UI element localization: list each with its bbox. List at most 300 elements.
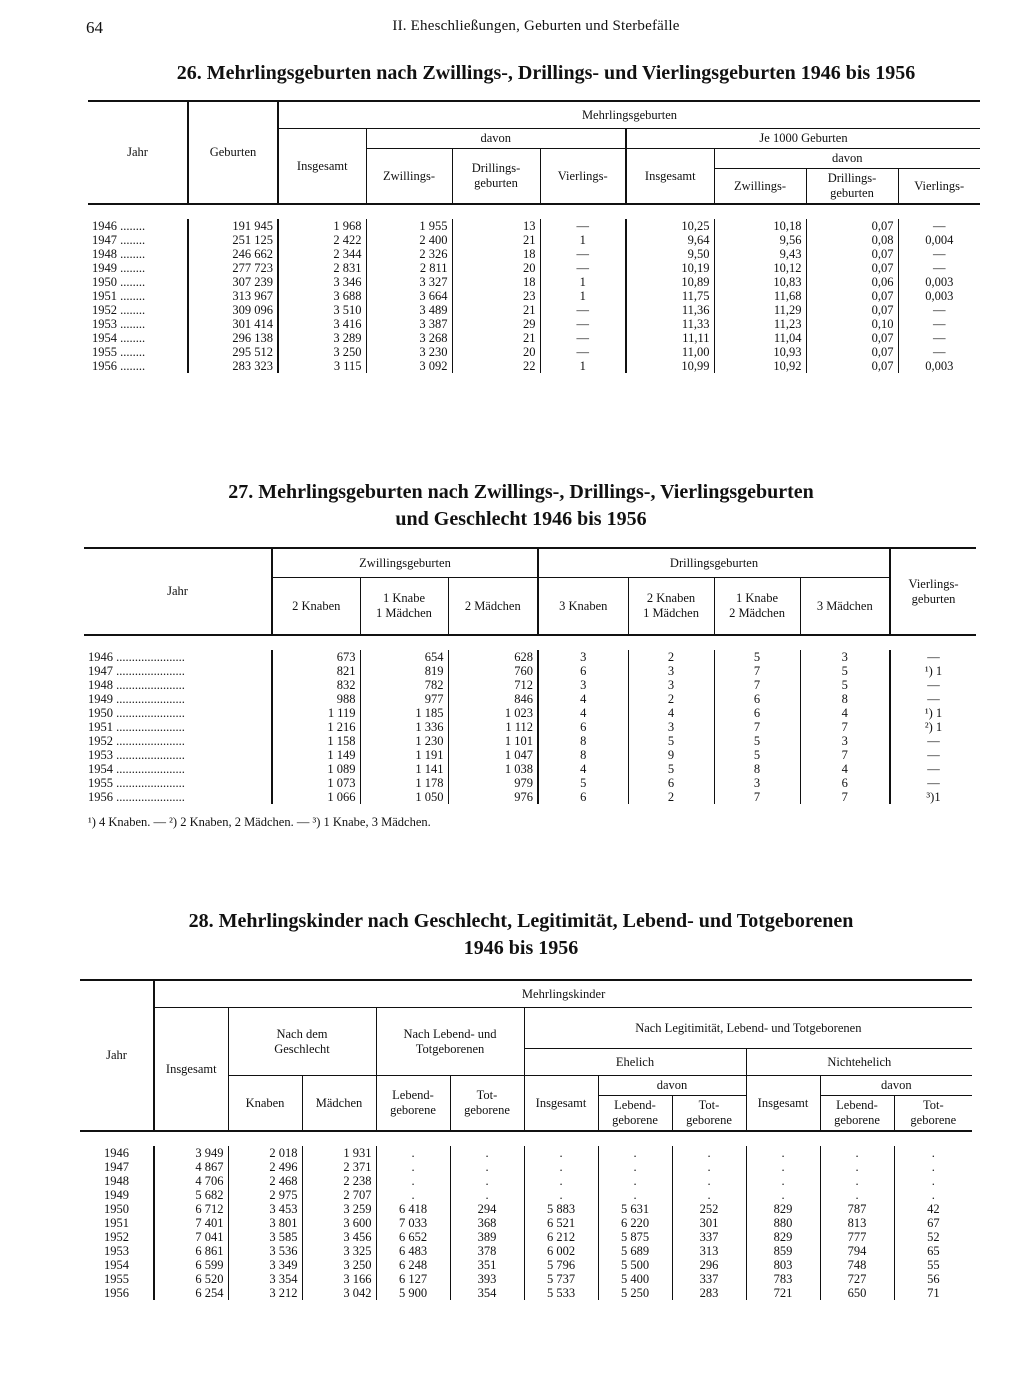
cell-d-3knaben: 6: [538, 664, 628, 678]
cell-zwillings: 3 489: [366, 303, 452, 317]
cell-totgeborene: 351: [450, 1258, 524, 1272]
cell-nichtehelich-insgesamt: .: [746, 1160, 820, 1174]
cell-d-2knaben-1maedchen: 2: [628, 692, 714, 706]
cell-jahr: 1948: [80, 1174, 154, 1188]
t27-h-3knaben: 3 Knaben: [538, 578, 628, 636]
cell-ehelich-insgesamt: 5 796: [524, 1258, 598, 1272]
cell-d-3knaben: 4: [538, 762, 628, 776]
cell-ehelich-tot: .: [672, 1146, 746, 1160]
t28-title-line1: 28. Mehrlingskinder nach Geschlecht, Legitimität, Lebend- und Totgeborenen: [188, 910, 854, 932]
cell-nichtehelich-lebend: .: [820, 1146, 894, 1160]
cell-je-drillings: 0,07: [806, 303, 898, 317]
cell-je-vierlings: —: [933, 331, 946, 345]
cell-je-vierlings: 0,003: [925, 275, 954, 289]
cell-geburten: 307 239: [188, 275, 278, 289]
t26-h-je-insgesamt: Insgesamt: [626, 149, 714, 205]
cell-geburten: 301 414: [188, 317, 278, 331]
cell-vierlings: —: [540, 303, 626, 317]
t26-h-vierlings: Vierlings-: [540, 149, 626, 205]
cell-insgesamt: 2 344: [278, 247, 366, 261]
cell-z-2knaben: 832: [272, 678, 360, 692]
cell-zwillings: 3 092: [366, 359, 452, 373]
t26-body: [88, 204, 980, 373]
cell-nichtehelich-tot: 52: [927, 1230, 940, 1244]
cell-drillings: 18: [452, 275, 540, 289]
t28-h-jahr: Jahr: [80, 980, 154, 1131]
cell-d-3knaben: 6: [538, 790, 628, 804]
cell-ehelich-lebend: .: [598, 1146, 672, 1160]
cell-knaben: 2 975: [228, 1188, 302, 1202]
cell-z-1knabe-1maedchen: 782: [360, 678, 448, 692]
cell-je-insgesamt: 11,36: [626, 303, 714, 317]
cell-ehelich-tot: 337: [672, 1272, 746, 1286]
cell-insgesamt: 3 250: [278, 345, 366, 359]
t28-h-insgesamt: Insgesamt: [154, 1008, 228, 1132]
cell-d-2knaben-1maedchen: 5: [628, 762, 714, 776]
cell-totgeborene: .: [450, 1188, 524, 1202]
cell-je-drillings: 0,07: [806, 219, 898, 233]
cell-lebendgeborene: 5 900: [376, 1286, 450, 1300]
cell-nichtehelich-lebend: 650: [820, 1286, 894, 1300]
table-row: [88, 359, 980, 373]
cell-ehelich-lebend: 5 250: [598, 1286, 672, 1300]
cell-je-insgesamt: 11,33: [626, 317, 714, 331]
cell-ehelich-tot: .: [672, 1160, 746, 1174]
cell-lebendgeborene: .: [376, 1160, 450, 1174]
cell-je-zwillings: 10,83: [714, 275, 806, 289]
cell-je-insgesamt: 10,25: [626, 219, 714, 233]
cell-insgesamt: 3 510: [278, 303, 366, 317]
t28-h-lebendgeborene: Lebend- geborene: [376, 1076, 450, 1132]
table-row: [88, 247, 980, 261]
cell-jahr: 1952: [80, 1230, 154, 1244]
table-row: [80, 1258, 972, 1272]
cell-vierlinge: —: [927, 762, 940, 776]
cell-je-vierlings: 0,003: [925, 289, 954, 303]
cell-d-3knaben: 3: [538, 650, 628, 664]
cell-vierlinge: ³)1: [926, 790, 941, 804]
table-row: [80, 1146, 972, 1160]
cell-maedchen: 3 259: [302, 1202, 376, 1216]
cell-vierlinge: —: [927, 734, 940, 748]
table-row: [84, 776, 976, 790]
cell-jahr: 1947: [80, 1160, 154, 1174]
cell-lebendgeborene: 6 652: [376, 1230, 450, 1244]
cell-lebendgeborene: 6 248: [376, 1258, 450, 1272]
cell-zwillings: 3 230: [366, 345, 452, 359]
cell-jahr: 1948 ......................: [84, 678, 272, 692]
cell-geburten: 251 125: [188, 233, 278, 247]
t28-h-ehelich: Ehelich: [524, 1049, 746, 1076]
t27-h-jahr: Jahr: [84, 548, 272, 635]
cell-totgeborene: 378: [450, 1244, 524, 1258]
cell-knaben: 3 801: [228, 1216, 302, 1230]
t27-h-1knabe-1maedchen: 1 Knabe 1 Mädchen: [360, 578, 448, 636]
cell-vierlings: —: [540, 261, 626, 275]
cell-d-3maedchen: 7: [800, 790, 890, 804]
cell-d-2knaben-1maedchen: 6: [628, 776, 714, 790]
cell-drillings: 29: [452, 317, 540, 331]
table-row: [88, 303, 980, 317]
cell-z-2maedchen: 979: [448, 776, 538, 790]
cell-z-2maedchen: 976: [448, 790, 538, 804]
t26-h-zwillings: Zwillings-: [366, 149, 452, 205]
table-row: [84, 748, 976, 762]
cell-vierlings: 1: [540, 359, 626, 373]
cell-je-zwillings: 11,23: [714, 317, 806, 331]
table-row: [84, 664, 976, 678]
cell-jahr: 1950 ........: [88, 275, 188, 289]
cell-vierlinge: —: [927, 650, 940, 664]
cell-ehelich-tot: 252: [672, 1202, 746, 1216]
cell-nichtehelich-insgesamt: 829: [746, 1230, 820, 1244]
cell-zwillings: 3 664: [366, 289, 452, 303]
cell-z-2knaben: 1 158: [272, 734, 360, 748]
cell-d-3maedchen: 6: [800, 776, 890, 790]
cell-nichtehelich-lebend: 787: [820, 1202, 894, 1216]
cell-nichtehelich-tot: .: [931, 1174, 935, 1188]
cell-ehelich-lebend: 5 689: [598, 1244, 672, 1258]
cell-je-drillings: 0,07: [806, 261, 898, 275]
cell-d-3maedchen: 5: [800, 678, 890, 692]
cell-je-zwillings: 11,04: [714, 331, 806, 345]
cell-nichtehelich-lebend: 727: [820, 1272, 894, 1286]
cell-zwillings: 1 955: [366, 219, 452, 233]
cell-drillings: 23: [452, 289, 540, 303]
table-row: [80, 1160, 972, 1174]
cell-insgesamt: 3 346: [278, 275, 366, 289]
cell-knaben: 3 453: [228, 1202, 302, 1216]
cell-je-insgesamt: 11,75: [626, 289, 714, 303]
cell-je-insgesamt: 11,11: [626, 331, 714, 345]
cell-d-3maedchen: 7: [800, 748, 890, 762]
cell-ehelich-lebend: 5 875: [598, 1230, 672, 1244]
cell-insgesamt: 6 861: [154, 1244, 228, 1258]
cell-d-3maedchen: 5: [800, 664, 890, 678]
table-row: [84, 720, 976, 734]
cell-je-drillings: 0,06: [806, 275, 898, 289]
cell-je-vierlings: —: [933, 303, 946, 317]
cell-jahr: 1953 ......................: [84, 748, 272, 762]
table-row: [80, 1188, 972, 1202]
cell-nichtehelich-insgesamt: 859: [746, 1244, 820, 1258]
cell-d-3knaben: 4: [538, 706, 628, 720]
cell-jahr: 1948 ........: [88, 247, 188, 261]
t27-h-2maedchen: 2 Mädchen: [448, 578, 538, 636]
cell-insgesamt: 2 831: [278, 261, 366, 275]
cell-maedchen: 2 707: [302, 1188, 376, 1202]
cell-z-2knaben: 1 119: [272, 706, 360, 720]
cell-d-3knaben: 6: [538, 720, 628, 734]
cell-vierlings: 1: [540, 289, 626, 303]
t28-h-ehelich-tot: Tot- geborene: [672, 1096, 746, 1132]
cell-insgesamt: 6 599: [154, 1258, 228, 1272]
cell-d-3maedchen: 3: [800, 650, 890, 664]
cell-nichtehelich-tot: 56: [927, 1272, 940, 1286]
cell-z-2knaben: 1 089: [272, 762, 360, 776]
table-row: [80, 1272, 972, 1286]
cell-nichtehelich-tot: .: [931, 1160, 935, 1174]
cell-insgesamt: 2 422: [278, 233, 366, 247]
cell-z-2knaben: 673: [272, 650, 360, 664]
cell-totgeborene: .: [450, 1160, 524, 1174]
cell-je-zwillings: 10,92: [714, 359, 806, 373]
cell-z-2maedchen: 628: [448, 650, 538, 664]
cell-je-insgesamt: 11,00: [626, 345, 714, 359]
cell-d-3knaben: 3: [538, 678, 628, 692]
cell-jahr: 1950 ......................: [84, 706, 272, 720]
cell-z-2knaben: 821: [272, 664, 360, 678]
cell-geburten: 313 967: [188, 289, 278, 303]
cell-ehelich-insgesamt: 5 737: [524, 1272, 598, 1286]
cell-je-zwillings: 11,68: [714, 289, 806, 303]
t28-h-nach-geschlecht: Nach dem Geschlecht: [228, 1008, 376, 1076]
cell-vierlinge: ¹) 1: [924, 664, 943, 678]
cell-d-2knaben-1maedchen: 3: [628, 664, 714, 678]
cell-je-drillings: 0,08: [806, 233, 898, 247]
running-title: II. Eheschließungen, Geburten und Sterbefälle: [392, 18, 680, 34]
cell-jahr: 1956 ......................: [84, 790, 272, 804]
cell-d-3knaben: 4: [538, 692, 628, 706]
t28-title-line2: 1946 bis 1956: [463, 937, 579, 959]
t26-h-insgesamt: Insgesamt: [278, 129, 366, 205]
cell-maedchen: 3 042: [302, 1286, 376, 1300]
t28-h-ehelich-davon: davon: [598, 1076, 746, 1096]
cell-z-2maedchen: 1 038: [448, 762, 538, 776]
cell-lebendgeborene: .: [376, 1146, 450, 1160]
cell-drillings: 22: [452, 359, 540, 373]
cell-zwillings: 3 387: [366, 317, 452, 331]
cell-vierlings: 1: [540, 275, 626, 289]
cell-maedchen: 3 325: [302, 1244, 376, 1258]
cell-jahr: 1947 ........: [88, 233, 188, 247]
cell-ehelich-insgesamt: 5 533: [524, 1286, 598, 1300]
cell-z-1knabe-1maedchen: 1 050: [360, 790, 448, 804]
table-row: [80, 1216, 972, 1230]
t27-title-line1: 27. Mehrlingsgeburten nach Zwillings-, Drillings-, Vierlingsgeburten: [228, 481, 814, 503]
cell-z-2knaben: 1 216: [272, 720, 360, 734]
cell-totgeborene: 294: [450, 1202, 524, 1216]
t26-h-je-davon: davon: [714, 149, 980, 169]
cell-ehelich-lebend: 5 631: [598, 1202, 672, 1216]
cell-je-vierlings: 0,003: [925, 359, 954, 373]
table-row: [84, 734, 976, 748]
cell-drillings: 21: [452, 303, 540, 317]
cell-knaben: 2 496: [228, 1160, 302, 1174]
cell-nichtehelich-tot: 71: [927, 1286, 940, 1300]
t28-body: [80, 1131, 972, 1300]
cell-drillings: 20: [452, 345, 540, 359]
cell-z-1knabe-1maedchen: 1 336: [360, 720, 448, 734]
cell-maedchen: 3 456: [302, 1230, 376, 1244]
t28-h-ehelich-lebend: Lebend- geborene: [598, 1096, 672, 1132]
table-row: [80, 1202, 972, 1216]
t27-footnote: ¹) 4 Knaben. — ²) 2 Knaben, 2 Mädchen. — ³) 1 Knabe, 3 Mädchen.: [88, 815, 431, 829]
cell-jahr: 1953 ........: [88, 317, 188, 331]
cell-jahr: 1950: [80, 1202, 154, 1216]
cell-nichtehelich-lebend: 794: [820, 1244, 894, 1258]
cell-zwillings: 2 811: [366, 261, 452, 275]
cell-jahr: 1951: [80, 1216, 154, 1230]
cell-je-insgesamt: 9,50: [626, 247, 714, 261]
table-row: [80, 1230, 972, 1244]
table-row: [88, 289, 980, 303]
cell-insgesamt: 6 254: [154, 1286, 228, 1300]
t28-h-knaben: Knaben: [228, 1076, 302, 1132]
cell-je-insgesamt: 10,99: [626, 359, 714, 373]
t27-title-line2: und Geschlecht 1946 bis 1956: [395, 508, 647, 530]
cell-nichtehelich-tot: .: [931, 1146, 935, 1160]
table-row: [88, 345, 980, 359]
cell-je-vierlings: —: [933, 261, 946, 275]
cell-zwillings: 2 326: [366, 247, 452, 261]
cell-ehelich-tot: 301: [672, 1216, 746, 1230]
cell-ehelich-tot: 337: [672, 1230, 746, 1244]
cell-knaben: 3 354: [228, 1272, 302, 1286]
t27-h-3maedchen: 3 Mädchen: [800, 578, 890, 636]
t28-h-ehelich-insgesamt: Insgesamt: [524, 1076, 598, 1132]
cell-ehelich-lebend: .: [598, 1188, 672, 1202]
cell-vierlings: —: [540, 219, 626, 233]
cell-insgesamt: 3 416: [278, 317, 366, 331]
cell-d-3knaben: 8: [538, 734, 628, 748]
t27-body: [84, 635, 976, 804]
cell-z-1knabe-1maedchen: 977: [360, 692, 448, 706]
cell-d-3knaben: 5: [538, 776, 628, 790]
cell-jahr: 1953: [80, 1244, 154, 1258]
cell-vierlinge: ²) 1: [924, 720, 943, 734]
cell-zwillings: 3 268: [366, 331, 452, 345]
cell-nichtehelich-lebend: 813: [820, 1216, 894, 1230]
cell-ehelich-tot: 313: [672, 1244, 746, 1258]
cell-insgesamt: 6 520: [154, 1272, 228, 1286]
cell-nichtehelich-tot: 55: [927, 1258, 940, 1272]
cell-z-1knabe-1maedchen: 1 230: [360, 734, 448, 748]
cell-nichtehelich-tot: .: [931, 1188, 935, 1202]
cell-z-2maedchen: 760: [448, 664, 538, 678]
cell-jahr: 1954 ........: [88, 331, 188, 345]
t28-h-nach-lebend: Nach Lebend- und Totgeborenen: [376, 1008, 524, 1076]
cell-je-zwillings: 10,12: [714, 261, 806, 275]
table-row: [88, 261, 980, 275]
cell-vierlings: —: [540, 345, 626, 359]
cell-ehelich-insgesamt: .: [524, 1146, 598, 1160]
cell-d-1knabe-2maedchen: 7: [714, 664, 800, 678]
cell-je-zwillings: 10,93: [714, 345, 806, 359]
cell-ehelich-lebend: .: [598, 1160, 672, 1174]
cell-drillings: 21: [452, 331, 540, 345]
cell-d-2knaben-1maedchen: 3: [628, 720, 714, 734]
cell-z-2maedchen: 846: [448, 692, 538, 706]
cell-totgeborene: .: [450, 1146, 524, 1160]
cell-d-2knaben-1maedchen: 5: [628, 734, 714, 748]
cell-jahr: 1956 ........: [88, 359, 188, 373]
t27-h-1knabe-2maedchen: 1 Knabe 2 Mädchen: [714, 578, 800, 636]
cell-z-2maedchen: 1 112: [448, 720, 538, 734]
cell-vierlings: 1: [540, 233, 626, 247]
t26-h-je-drillings: Drillings- geburten: [806, 169, 898, 205]
cell-nichtehelich-insgesamt: .: [746, 1188, 820, 1202]
cell-z-1knabe-1maedchen: 1 178: [360, 776, 448, 790]
table-row: [84, 692, 976, 706]
cell-jahr: 1946 ......................: [84, 650, 272, 664]
cell-d-1knabe-2maedchen: 3: [714, 776, 800, 790]
cell-vierlinge: —: [927, 776, 940, 790]
cell-je-zwillings: 9,56: [714, 233, 806, 247]
cell-insgesamt: 6 712: [154, 1202, 228, 1216]
cell-jahr: 1951 ........: [88, 289, 188, 303]
cell-d-1knabe-2maedchen: 7: [714, 678, 800, 692]
cell-ehelich-insgesamt: 6 521: [524, 1216, 598, 1230]
table-row: [84, 762, 976, 776]
table-27-title: [86, 479, 956, 533]
cell-nichtehelich-insgesamt: 803: [746, 1258, 820, 1272]
cell-maedchen: 3 166: [302, 1272, 376, 1286]
cell-drillings: 13: [452, 219, 540, 233]
cell-vierlings: —: [540, 247, 626, 261]
cell-geburten: 296 138: [188, 331, 278, 345]
cell-je-insgesamt: 9,64: [626, 233, 714, 247]
cell-ehelich-insgesamt: .: [524, 1160, 598, 1174]
cell-d-2knaben-1maedchen: 3: [628, 678, 714, 692]
page-number: 64: [86, 18, 103, 37]
cell-jahr: 1949 ........: [88, 261, 188, 275]
table-row: [84, 678, 976, 692]
t27-h-2knaben-1maedchen: 2 Knaben 1 Mädchen: [628, 578, 714, 636]
cell-z-1knabe-1maedchen: 1 191: [360, 748, 448, 762]
cell-insgesamt: 1 968: [278, 219, 366, 233]
cell-jahr: 1955 ........: [88, 345, 188, 359]
cell-d-1knabe-2maedchen: 5: [714, 748, 800, 762]
table-27: [84, 547, 976, 804]
cell-ehelich-lebend: 5 400: [598, 1272, 672, 1286]
cell-totgeborene: .: [450, 1174, 524, 1188]
cell-jahr: 1949: [80, 1188, 154, 1202]
table-row: [84, 790, 976, 804]
cell-totgeborene: 389: [450, 1230, 524, 1244]
cell-geburten: 191 945: [188, 219, 278, 233]
cell-nichtehelich-tot: 42: [927, 1202, 940, 1216]
cell-je-vierlings: 0,004: [925, 233, 954, 247]
t26-h-mehrlingsgeburten: Mehrlingsgeburten: [278, 101, 980, 129]
table-row: [88, 317, 980, 331]
cell-d-3maedchen: 8: [800, 692, 890, 706]
cell-z-2knaben: 1 073: [272, 776, 360, 790]
table-28: [80, 979, 972, 1300]
cell-knaben: 3 536: [228, 1244, 302, 1258]
t27-h-2knaben: 2 Knaben: [272, 578, 360, 636]
cell-d-3maedchen: 3: [800, 734, 890, 748]
cell-jahr: 1952 ........: [88, 303, 188, 317]
cell-vierlinge: —: [927, 748, 940, 762]
cell-maedchen: 2 371: [302, 1160, 376, 1174]
cell-totgeborene: 368: [450, 1216, 524, 1230]
cell-knaben: 3 349: [228, 1258, 302, 1272]
table-26: [88, 100, 980, 373]
cell-je-drillings: 0,07: [806, 247, 898, 261]
cell-lebendgeborene: 6 127: [376, 1272, 450, 1286]
cell-d-3maedchen: 4: [800, 762, 890, 776]
cell-insgesamt: 4 867: [154, 1160, 228, 1174]
cell-je-insgesamt: 10,19: [626, 261, 714, 275]
cell-nichtehelich-lebend: 777: [820, 1230, 894, 1244]
cell-geburten: 309 096: [188, 303, 278, 317]
cell-je-zwillings: 9,43: [714, 247, 806, 261]
cell-drillings: 18: [452, 247, 540, 261]
cell-nichtehelich-lebend: .: [820, 1188, 894, 1202]
cell-z-2knaben: 1 066: [272, 790, 360, 804]
table-row: [88, 275, 980, 289]
